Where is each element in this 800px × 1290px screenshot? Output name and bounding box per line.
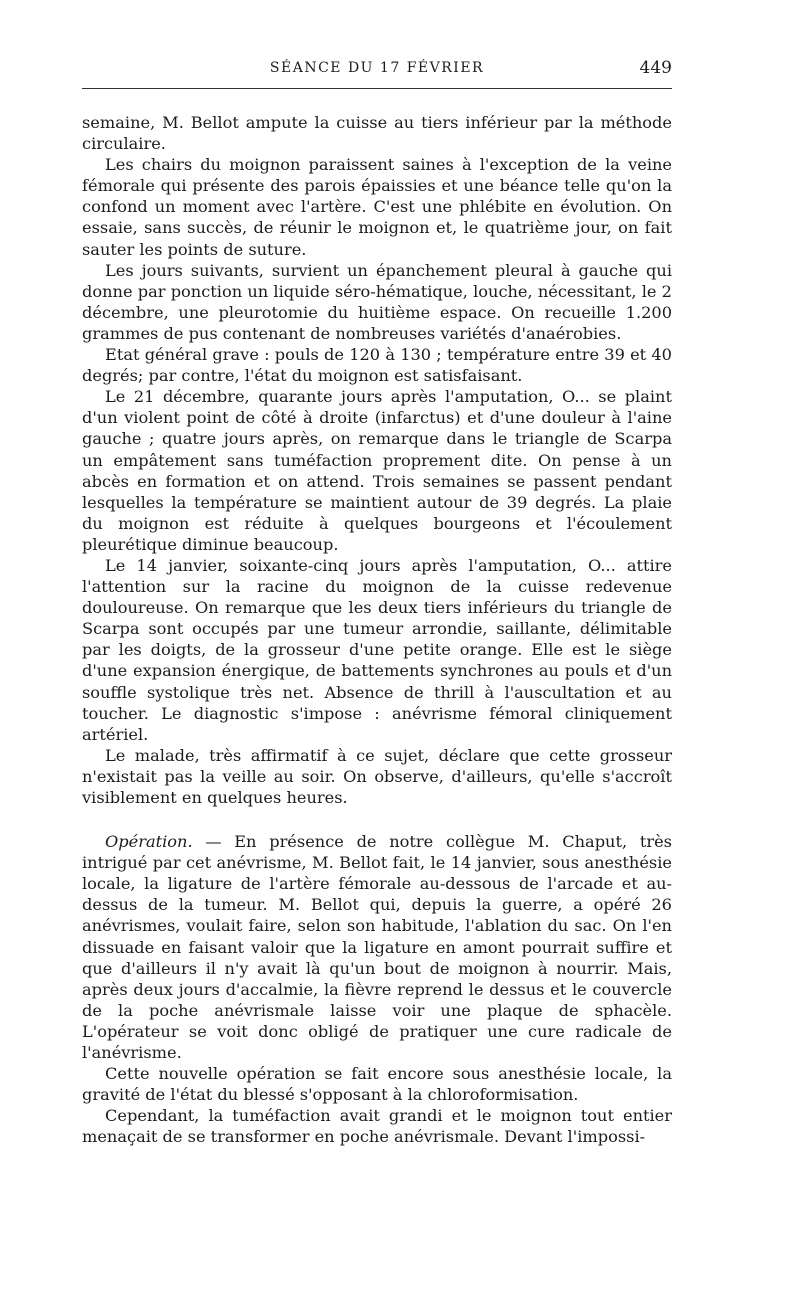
running-title: SÉANCE DU 17 FÉVRIER	[269, 60, 485, 76]
page-header	[82, 58, 672, 89]
paragraph-pleural-effusion: Les jours suivants, survient un épanchement pleural à gauche qui donne par ponction un liquide séro-hématique, louche, nécessitant, le 2 décembre, une pleurotomie du huitième espace. On recueille 1.200 grammes de pus contenant de nombreuses variétés d'anaérobies.	[82, 260, 672, 343]
paragraph-general-state: Etat général grave : pouls de 120 à 130 ; température entre 39 et 40 degrés; par contre, l'état du moignon est satisfaisant.	[82, 345, 672, 386]
paragraph-tumefaction: Cependant, la tuméfaction avait grandi et le moignon tout entier menaçait de se transformer en poche anévrismale. Devant l'impossi-	[82, 1106, 672, 1147]
paragraph-stump-condition: Les chairs du moignon paraissent saines à l'exception de la veine fémorale qui présente des parois épaissies et une béance telle qu'on la confond un moment avec l'artère. C'est une phlébite en évolution. On essaie, sans succès, de réunir le moignon et, le quatrième jour, on fait sauter les points de suture.	[82, 155, 672, 259]
paragraph-operation	[82, 831, 672, 1063]
page-number: 449	[639, 58, 672, 78]
paragraph-january-14: Le 14 janvier, soixante-cinq jours après l'amputation, O... attire l'attention sur la racine du moignon de la cuisse redevenue douloureuse. On remarque que les deux tiers inférieurs du triangle de Scarpa sont occupés par une tumeur arrondie, saillante, délimitable par les doigts, de la grosseur d'une petite orange. Elle est le siège d'une expansion énergique, de battements synchrones au pouls et d'un souffle systolique très net. Absence de thrill à l'auscultation et au toucher. Le diagnostic s'impose : anévrisme fémoral cliniquement artériel.	[82, 555, 672, 744]
paragraph-local-anesthesia: Cette nouvelle opération se fait encore sous anesthésie locale, la gravité de l'état du blessé s'opposant à la chloroformisation.	[82, 1064, 672, 1105]
operation-text: — En présence de notre collègue M. Chaput, très intrigué par cet anévrisme, M. Bellot fait, le 14 janvier, sous anesthésie locale, la ligature de l'artère fémorale au-dessous de l'arcade et au-dessus de la tumeur. M. Bellot qui, depuis la guerre, a opéré 26 anévrismes, voulait faire, selon son habitude, l'ablation du sac. On l'en dissuade en faisant valoir que la ligature en amont pourrait suffire et que d'ailleurs il n'y avait là qu'un bout de moignon à nourrir. Mais, après deux jours d'accalmie, la fièvre reprend le dessus et le couvercle de la poche anévrismale laisse voir une plaque de sphacèle. L'opérateur se voit donc obligé de pratiquer une cure radicale de l'anévrisme.	[82, 832, 672, 1063]
section-label-operation: Opération.	[105, 832, 193, 852]
body-text	[82, 112, 672, 1148]
paragraph-december-21: Le 21 décembre, quarante jours après l'amputation, O... se plaint d'un violent point de côté à droite (infarctus) et d'une douleur à l'aine gauche ; quatre jours après, on remarque dans le triangle de Scarpa un empâtement sans tuméfaction proprement dite. On pense à un abcès en formation et on attend. Trois semaines se passent pendant lesquelles la température se maintient autour de 39 degrés. La plaie du moignon est réduite à quelques bourgeons et l'écoulement pleurétique diminue beaucoup.	[82, 387, 672, 554]
paragraph-patient-report: Le malade, très affirmatif à ce sujet, déclare que cette grosseur n'existait pas la veille au soir. On observe, d'ailleurs, qu'elle s'accroît visiblement en quelques heures.	[82, 745, 672, 807]
paragraph-continued: semaine, M. Bellot ampute la cuisse au tiers inférieur par la méthode circulaire.	[82, 113, 672, 154]
